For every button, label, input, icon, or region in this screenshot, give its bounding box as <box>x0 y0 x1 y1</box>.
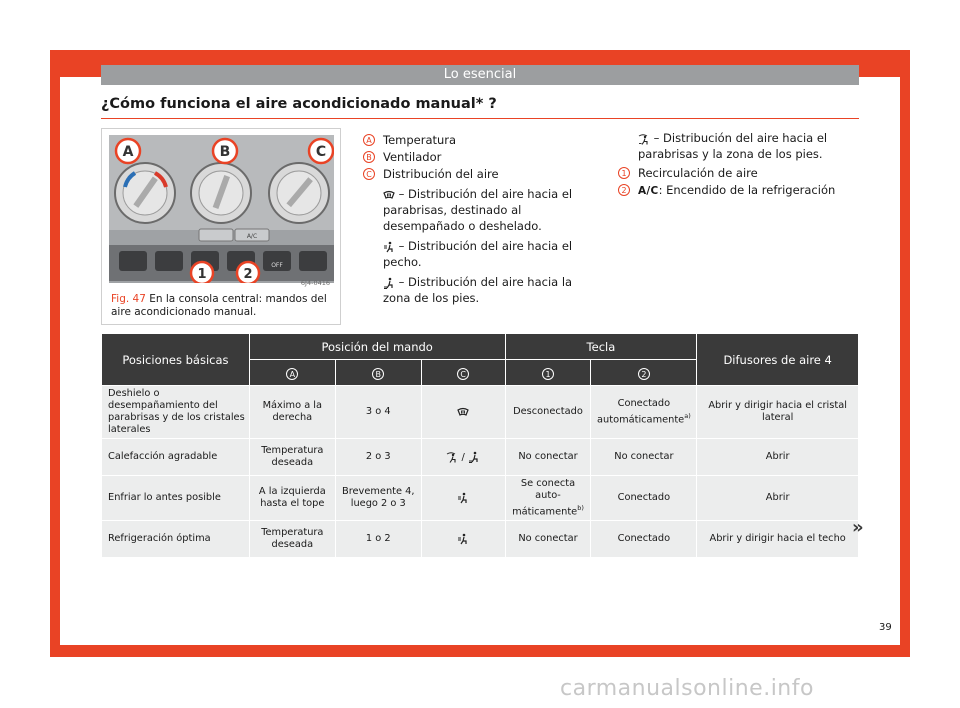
legend-sub-defrost-text: – Distribución del aire hacia el parabrisas, destinado al desempañado o deshelado. <box>383 187 573 233</box>
cell-a: Temperatura deseada <box>249 439 335 476</box>
continue-marker: » <box>852 517 864 538</box>
climate-control-panel-image <box>109 135 334 283</box>
cell-basic: Refrigeración óptima <box>102 521 250 558</box>
chest-airflow-icon <box>457 492 469 504</box>
header-vents: Difusores de aire 4 <box>697 334 859 386</box>
legend-sub-defrost <box>363 186 603 234</box>
page-title: ¿Cómo funciona el aire acondicionado manual* ? <box>101 96 497 112</box>
windshield-feet-airflow-icon <box>446 451 458 463</box>
cell-b: Brevemente 4, luego 2 o 3 <box>335 476 421 521</box>
svg-text:B: B <box>219 144 231 160</box>
windshield-defrost-icon <box>457 406 469 418</box>
marker-a: A <box>363 134 375 146</box>
figure-number: Fig. 47 <box>111 293 146 305</box>
feet-airflow-icon <box>383 277 395 289</box>
figure-47 <box>101 128 341 325</box>
cell-basic: Enfriar lo antes posible <box>102 476 250 521</box>
legend-right <box>618 130 860 200</box>
title-divider <box>101 118 859 119</box>
legend-item-2-text: : Encendido de la refrigeración <box>658 183 836 197</box>
svg-text:2: 2 <box>243 267 253 282</box>
svg-text:1: 1 <box>197 267 207 282</box>
knob-a-icon <box>115 163 175 223</box>
legend-item-1 <box>618 165 860 181</box>
figure-caption-text: En la consola central: mandos del aire acondicionado manual. <box>111 293 327 318</box>
header-knob-position: Posición del mando <box>249 334 505 360</box>
cell-key1: No conectar <box>505 521 591 558</box>
svg-text:A/C: A/C <box>246 233 258 240</box>
cell-c <box>421 521 505 558</box>
subheader-a: A <box>249 360 335 386</box>
table-row <box>102 521 859 558</box>
figure-code: 6J4-0416 <box>300 279 330 287</box>
legend-sub-windshield-feet <box>618 130 860 162</box>
figure-caption <box>111 293 333 319</box>
legend-item-c-text: Distribución del aire <box>383 167 499 181</box>
cell-key2: Conectado <box>591 476 697 521</box>
cell-key1: Desconectado <box>505 386 591 439</box>
page-number: 39 <box>879 622 892 633</box>
cell-c <box>421 476 505 521</box>
subheader-b: B <box>335 360 421 386</box>
cell-a: Máximo a la derecha <box>249 386 335 439</box>
ac-label: A/C <box>638 185 659 197</box>
legend-item-a <box>363 132 603 148</box>
svg-text:A: A <box>122 144 134 160</box>
marker-c: C <box>363 168 375 180</box>
cell-key1: Se conecta automáticamente$^{b)}$ <box>505 476 591 521</box>
knob-b-icon <box>191 163 251 223</box>
legend-left <box>363 132 603 307</box>
cell-basic: Calefacción agradable <box>102 439 250 476</box>
table-row <box>102 439 859 476</box>
legend-item-1-text: Recirculación de aire <box>638 166 758 180</box>
cell-key1: No conectar <box>505 439 591 476</box>
cell-key2: No conectar <box>591 439 697 476</box>
cell-b: 1 o 2 <box>335 521 421 558</box>
cell-basic: Deshielo o desempañamiento del parabrisas y de los cristales laterales <box>102 386 250 439</box>
subheader-c: C <box>421 360 505 386</box>
basic-positions-table <box>101 333 859 558</box>
legend-sub-windshield-feet-text: – Distribución del aire hacia el parabrisas y la zona de los pies. <box>638 131 828 161</box>
marker-2: 2 <box>618 184 630 196</box>
cell-key2: Conectado <box>591 521 697 558</box>
feet-airflow-icon <box>468 451 480 463</box>
legend-item-2 <box>618 182 860 199</box>
legend-sub-chest <box>363 238 603 270</box>
cell-vents: Abrir <box>697 439 859 476</box>
cell-key2: Conectado automáticamente$^{a)}$ <box>591 386 697 439</box>
table-row <box>102 386 859 439</box>
table-row <box>102 476 859 521</box>
watermark: carmanualsonline.info <box>560 676 814 701</box>
cell-b: 2 o 3 <box>335 439 421 476</box>
cell-c <box>421 386 505 439</box>
subheader-2: 2 <box>591 360 697 386</box>
knob-c-icon <box>269 163 329 223</box>
marker-1: 1 <box>618 167 630 179</box>
svg-text:OFF: OFF <box>271 262 283 269</box>
chest-airflow-icon <box>457 533 469 545</box>
legend-item-b <box>363 149 603 165</box>
legend-item-c <box>363 166 603 182</box>
chest-airflow-icon <box>383 241 395 253</box>
cell-vents: Abrir <box>697 476 859 521</box>
cell-c: / <box>421 439 505 476</box>
legend-item-b-text: Ventilador <box>383 150 442 164</box>
legend-sub-chest-text: – Distribución del aire hacia el pecho. <box>383 239 573 269</box>
cell-a: A la izquierda hasta el tope <box>249 476 335 521</box>
windshield-feet-airflow-icon <box>638 133 650 145</box>
marker-b: B <box>363 151 375 163</box>
cell-vents: Abrir y dirigir hacia el cristal lateral <box>697 386 859 439</box>
windshield-defrost-icon <box>383 189 395 201</box>
header-basic-positions: Posiciones básicas <box>102 334 250 386</box>
legend-sub-feet-text: – Distribución del aire hacia la zona de los pies. <box>383 275 573 305</box>
cell-b: 3 o 4 <box>335 386 421 439</box>
subheader-1: 1 <box>505 360 591 386</box>
legend-sub-feet <box>363 274 603 306</box>
cell-vents: Abrir y dirigir hacia el techo <box>697 521 859 558</box>
legend-item-a-text: Temperatura <box>383 133 457 147</box>
section-header: Lo esencial <box>101 65 859 85</box>
svg-text:C: C <box>315 144 327 160</box>
header-key: Tecla <box>505 334 697 360</box>
cell-a: Temperatura deseada <box>249 521 335 558</box>
